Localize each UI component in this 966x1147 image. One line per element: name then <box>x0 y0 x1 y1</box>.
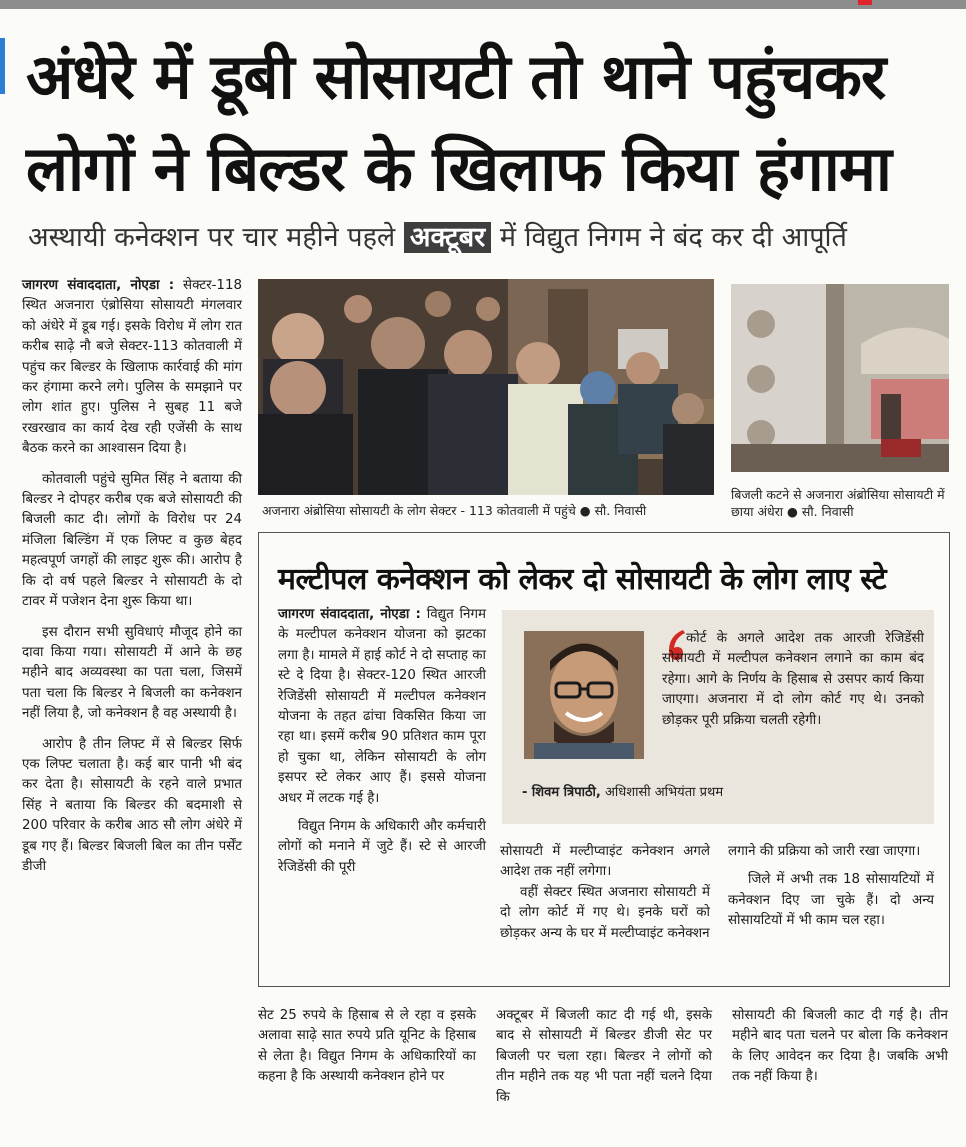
section-marker <box>0 38 5 94</box>
box-column-3 <box>728 842 934 932</box>
photo1-caption: अजनारा अंब्रोसिया सोसायटी के लोग सेक्टर - 113 कोतवाली में पहुंचे ● सौ. निवासी <box>262 503 647 518</box>
box-title: मल्टीपल कनेक्शन को लेकर दो सोसायटी के लोग लाए स्टे <box>278 562 887 597</box>
left-para-2: कोतवाली पहुंचे सुमित सिंह ने बताया की बिल्डर ने दोपहर करीब एक बजे सोसायटी की बिजली काट दी। लोगों के विरोध पर 24 मंजिला बिल्डिंग में एक लिफ्ट व कुछ बेहद महत्वपूर्ण जगहों की लाइट शुरू की। आरोप है कि दो वर्ष पहले बिल्डर ने सोसायटी के दो टावर में पजेशन देना शुरू किया था। <box>22 471 242 610</box>
bottom-column-2 <box>258 1006 476 1088</box>
box-col3-para-2: जिले में अभी तक 18 सोसायटियों में कनेक्शन दिए जा चुके हैं। दो अन्य सोसायटियों में भी काम चल रहा। <box>728 872 934 929</box>
box-col2-para-2: वहीं सेक्टर स्थित अजनारा सोसायटी में दो लोग कोर्ट में गए थे। इनके घरों को छोड़कर अन्य के घर में मल्टीप्वाइंट कनेक्शन <box>500 884 710 941</box>
left-column <box>22 276 242 877</box>
top-rule <box>0 0 966 9</box>
subheadline <box>28 218 958 258</box>
author-title: अधिशासी अभियंता प्रथम <box>604 785 724 800</box>
box-col1-para-2: विद्युत निगम के अधिकारी और कर्मचारी लोगों को मनाने में जुटे हैं। स्टे से आरजी रेजिडेंसी की पूरी <box>278 819 487 875</box>
crowd-illustration <box>258 279 714 495</box>
bottom-column-4 <box>732 1006 948 1088</box>
author-name: - शिवम त्रिपाठी, <box>522 785 601 800</box>
box-col2-para-1: सोसायटी में मल्टीप्वाइंट कनेक्शन अगले आदेश तक नहीं लगेगा। <box>500 844 710 880</box>
official-portrait <box>524 631 644 759</box>
left-byline: जागरण संवाददाता, नोएडा : <box>22 278 175 293</box>
subhead-highlight: अक्टूबर <box>404 222 491 253</box>
headline-line-2: लोगों ने बिल्डर के खिलाफ किया हंगामा <box>26 132 891 205</box>
building-illustration <box>731 284 949 472</box>
box-column-1 <box>278 605 486 878</box>
quote-body: कोर्ट के अगले आदेश तक आरजी रेजिडेंसी सोसायटी में मल्टीपल कनेक्शन लगाने का काम बंद रहेगा। आगे के निर्णय के हिसाब से उसपर कार्य किया जाएगा। अजनारा में दो लोग कोर्ट गए थे। उनको छोड़कर पूरी प्रक्रिया चलती रहेगी। <box>662 631 924 728</box>
bottom-col2-text: सेट 25 रुपये के हिसाब से ले रहा व इसके अलावा साढ़े सात रुपये प्रति यूनिट के हिसाब से लेता है। विद्युत निगम के अधिकारियों का कहना है कि अस्थायी कनेक्शन होने पर <box>258 1008 476 1085</box>
photo2-caption: बिजली कटने से अजनारा अंब्रोसिया सोसायटी में छाया अंधेरा ● सौ. निवासी <box>731 487 945 519</box>
box-byline: जागरण संवाददाता, नोएडा : <box>278 607 421 622</box>
box-col3-para-1: लगाने की प्रक्रिया को जारी रखा जाएगा। <box>728 844 921 859</box>
headline-line-1: अंधेरे में डूबी सोसायटी तो थाने पहुंचकर <box>26 40 886 113</box>
box-column-2 <box>500 842 710 944</box>
subhead-before: अस्थायी कनेक्शन पर चार महीने पहले <box>28 222 396 253</box>
top-red-mark <box>858 0 872 5</box>
box-col1-para-1: विद्युत निगम के मल्टीपल कनेक्शन योजना को झटका लगा है। मामले में हाई कोर्ट ने दो सप्ताह का स्टे दे दिया है। सेक्टर-120 स्थित आरजी रेजिडेंसी सोसायटी में मल्टीपल कनेक्शन योजना के तहत ढांचा विकसित किया जा रहा था। इसमें करीब 90 प्रतिशत काम पूरा हो चुका था, लेकिन सोसायटी के लोग इसपर स्टे लेकर आए हैं। इससे योजना अधर में लटक गई है। <box>278 607 486 806</box>
left-para-1: सेक्टर-118 स्थित अजनारा एंब्रोसिया सोसायटी मंगलवार को अंधेरे में डूब गई। इसके विरोध में लोग रात करीब साढ़े नौ बजे सेक्टर-113 कोतवाली में पहुंच कर बिल्डर के खिलाफ कार्रवाई की मांग कर हंगामा करने लगे। पुलिस के समझाने पर लोग शांत हुए। पुलिस ने सुबह 11 बजे रखरखाव का कार्य देख रही एजेंसी के साथ बैठक करने का आश्वासन दिया है। <box>22 278 242 457</box>
bottom-column-3 <box>496 1006 712 1108</box>
portrait-illustration <box>524 631 644 759</box>
subhead-after: में विद्युत निगम ने बंद कर दी आपूर्ति <box>499 222 847 253</box>
police-station-crowd-photo <box>258 279 714 495</box>
dark-building-photo <box>731 284 949 472</box>
bottom-col3-text: अक्टूबर में बिजली काट दी गई थी, इसके बाद से सोसायटी में बिल्डर डीजी सेट पर बिजली पर चला रहा। बिल्डर ने लोगों को तीन महीने तक यह भी पता नहीं चलने दिया कि <box>496 1008 712 1105</box>
bottom-col4-text: सोसायटी की बिजली काट दी गई है। तीन महीने बाद पता चलने पर बोला कि कनेक्शन के लिए आवेदन कर दिया है। जबकि अभी तक नहीं किया है। <box>732 1008 948 1085</box>
left-para-3: इस दौरान सभी सुविधाएं मौजूद होने का दावा किया गया। सोसायटी में आने के छह महीने बाद अव्यवस्था का पता चला, जिसमें पता चला कि बिल्डर ने बिजली का कनेक्शन नहीं लिया है, जो कनेक्शन है वह अस्थायी है। <box>22 624 242 722</box>
quote-text <box>662 629 924 731</box>
left-para-4: आरोप है तीन लिफ्ट में से बिल्डर सिर्फ एक लिफ्ट चलाता है। कई बार पानी भी बंद कर देता है। सोसायटी के रहने वाले प्रभात सिंह ने बताया कि बिल्डर की बदमाशी से 200 परिवार के करीब आठ सौ लोग अंधेरे में डूब गए हैं। बिल्डर बिजली बिल का तीन पर्सेंट डीजी <box>22 736 242 874</box>
quote-author <box>522 782 922 800</box>
